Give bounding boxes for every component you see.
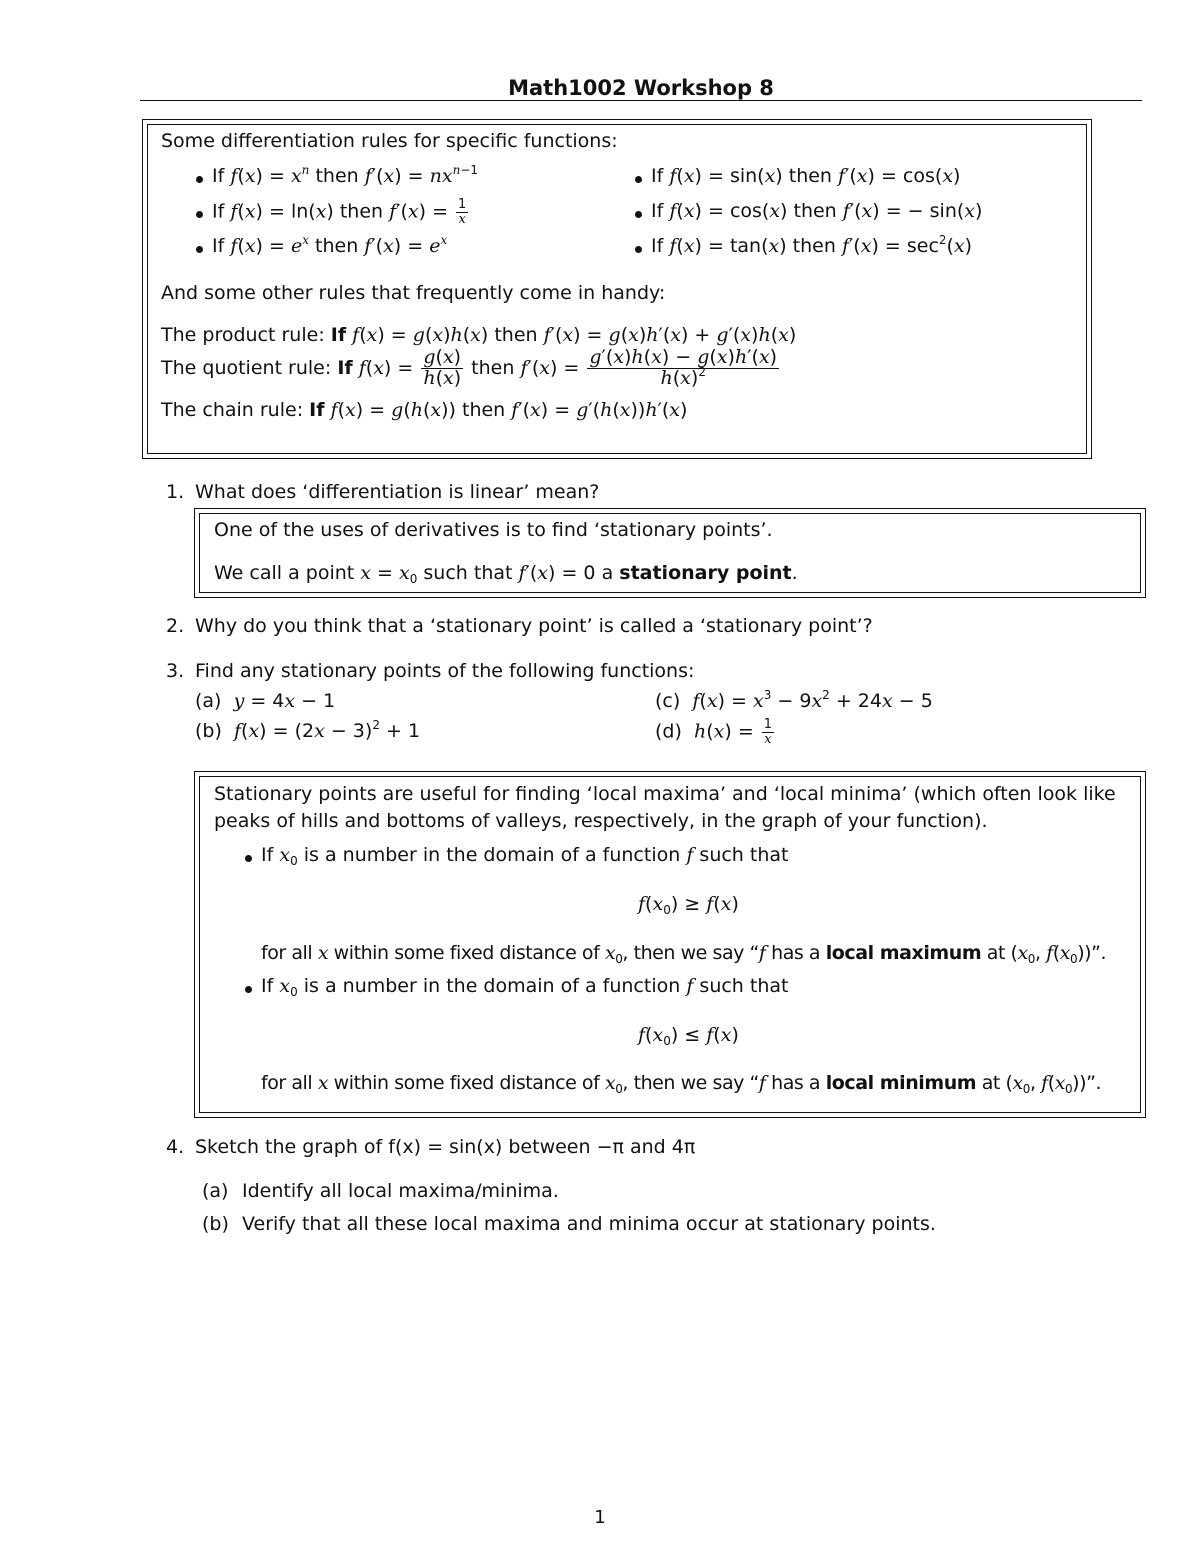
quotient-rule: The quotient rule: If f(x) = $\frac{g(x)}{h(x)}$ then f′(x) = $\frac{g'(x)h(x) - g(x)h'(x)}{h(x)^2}$ — [161, 346, 778, 389]
q3-part-c: (c) $f(x) = x^3 - 9x^2 + 24x - 5$ — [655, 688, 933, 712]
bullet-icon — [245, 855, 252, 862]
stationary-line-2: We call a point $x = x_0$ such that f′(x) = 0 a stationary point. — [214, 562, 798, 586]
max-condition-intro: If $x_0$ is a number in the domain of a function f such that — [261, 844, 789, 868]
rules-intro: Some differentiation rules for specific functions: — [161, 130, 618, 152]
bullet-icon — [196, 246, 203, 253]
bullet-icon — [635, 211, 642, 218]
bullet-icon — [635, 176, 642, 183]
max-inequality: $f(x_0) \ge f(x)$ — [638, 893, 739, 917]
q3-part-a: (a) y = 4x − 1 — [195, 690, 336, 712]
min-definition: for all x within some fixed distance of $x_0$, then we say “f has a local minimum at ($x_0$, $f(x_0)$)”. — [261, 1072, 1102, 1096]
header-rule — [140, 100, 1142, 101]
question-3-text: Find any stationary points of the following functions: — [195, 660, 695, 682]
q3-part-d: (d) h(x) = $\frac{1}{x}$ — [655, 717, 773, 747]
q4-part-a-text: Identify all local maxima/minima. — [242, 1180, 559, 1202]
rule-exp: If $f(x) = e^x$ then $f'(x) = e^x$ — [212, 233, 448, 257]
min-condition-intro: If $x_0$ is a number in the domain of a function f such that — [261, 975, 789, 999]
question-3-number: 3. — [166, 660, 185, 682]
q4-part-b-label: (b) — [202, 1213, 229, 1235]
question-2-text: Why do you think that a ‘stationary point’ is called a ‘stationary point’? — [195, 615, 873, 637]
q3-part-b: (b) $f(x) = (2x - 3)^2 + 1$ — [195, 718, 421, 742]
bullet-icon — [196, 211, 203, 218]
question-1-number: 1. — [166, 481, 185, 503]
question-1-text: What does ‘differentiation is linear’ mean? — [195, 481, 600, 503]
page-number: 1 — [594, 1507, 606, 1528]
max-definition: for all x within some fixed distance of $x_0$, then we say “f has a local maximum at ($x_0$, $f(x_0)$)”. — [261, 942, 1107, 966]
rule-log: If f(x) = ln(x) then f′(x) = $\frac{1}{x}$ — [212, 197, 467, 227]
other-rules-intro: And some other rules that frequently come in handy: — [161, 282, 666, 304]
min-inequality: $f(x_0) \le f(x)$ — [638, 1024, 739, 1048]
bullet-icon — [245, 986, 252, 993]
rule-tan: If f(x) = tan(x) then $f'(x) = \sec^2(x)$ — [651, 233, 973, 257]
q4-part-b-text: Verify that all these local maxima and minima occur at stationary points. — [242, 1213, 936, 1235]
question-4-number: 4. — [166, 1136, 185, 1158]
product-rule: The product rule: If f(x) = g(x)h(x) then f′(x) = g(x)h′(x) + g′(x)h(x) — [161, 324, 797, 346]
bullet-icon — [196, 176, 203, 183]
page-title: Math1002 Workshop 8 — [508, 76, 774, 100]
rule-cos: If f(x) = cos(x) then f′(x) = − sin(x) — [651, 200, 983, 222]
rule-sin: If f(x) = sin(x) then f′(x) = cos(x) — [651, 165, 961, 187]
chain-rule: The chain rule: If f(x) = g(h(x)) then f′(x) = g′(h(x))h′(x) — [161, 399, 688, 421]
stationary-line-1: One of the uses of derivatives is to find ‘stationary points’. — [214, 519, 773, 541]
question-2-number: 2. — [166, 615, 185, 637]
q4-part-a-label: (a) — [202, 1180, 229, 1202]
rule-power: If $f(x) = x^n$ then $f'(x) = nx^{n-1}$ — [212, 163, 479, 187]
bullet-icon — [635, 246, 642, 253]
extrema-intro: Stationary points are useful for finding ‘local maxima’ and ‘local minima’ (which often look like peaks of hills and bottoms of valleys, respectively, in the graph of your function). — [214, 783, 1116, 832]
question-4-text: Sketch the graph of f(x) = sin(x) between −π and 4π — [195, 1136, 696, 1158]
